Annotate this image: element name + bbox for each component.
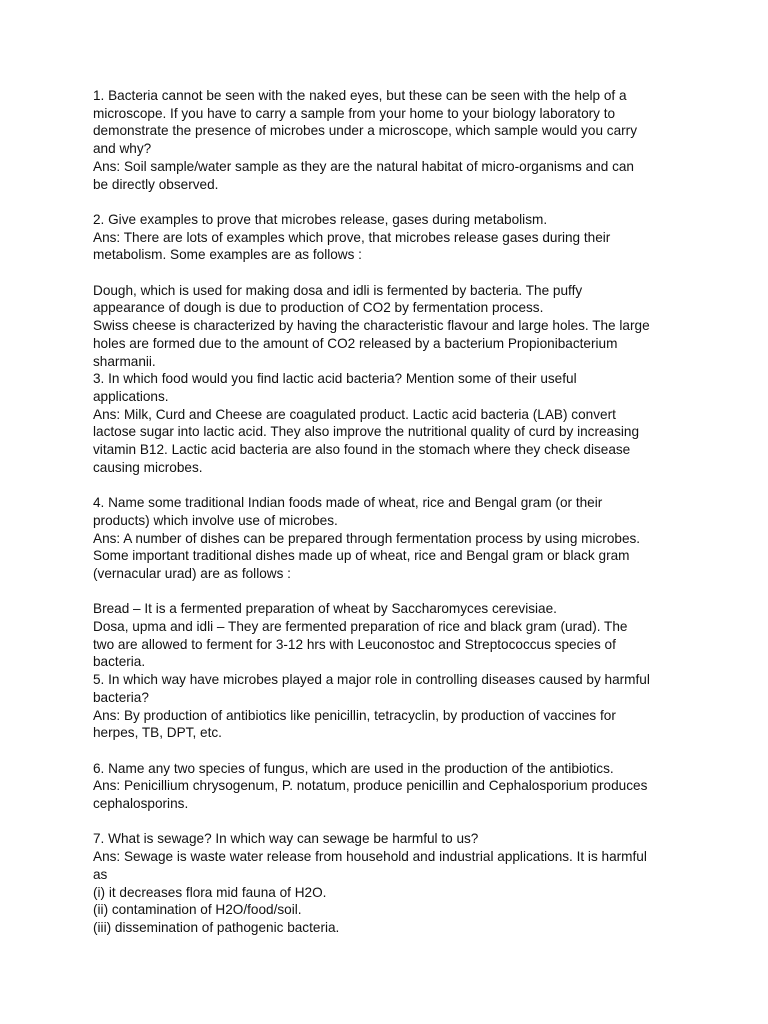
- text-line: Bread – It is a fermented preparation of wheat by Saccharomyces cerevisiae.: [93, 601, 557, 617]
- paragraph-gap: [93, 583, 683, 601]
- text-line: bacteria.: [93, 654, 146, 670]
- text-line: as: [93, 866, 108, 882]
- text-line: Ans: Soil sample/water sample as they are the natural habitat of micro-organisms and can: [93, 158, 634, 174]
- text-line: Ans: Sewage is waste water release from household and industrial applications. It is harmful: [93, 849, 647, 865]
- text-line: 6. Name any two species of fungus, which are used in the production of the antibiotics.: [93, 760, 614, 776]
- text-line: 4. Name some traditional Indian foods made of wheat, rice and Bengal gram (or their: [93, 495, 603, 511]
- text-line: Ans: A number of dishes can be prepared through fermentation process by using microbes.: [93, 530, 641, 546]
- text-line: Some important traditional dishes made up of wheat, rice and Bengal gram or black gram: [93, 548, 630, 564]
- text-line: metabolism. Some examples are as follows :: [93, 247, 362, 263]
- text-line: 3. In which food would you find lactic acid bacteria? Mention some of their useful: [93, 371, 577, 387]
- text-line: microscope. If you have to carry a sample from your home to your biology laboratory to: [93, 105, 616, 121]
- document-page: [93, 87, 683, 937]
- text-line: Swiss cheese is characterized by having the characteristic flavour and large holes. The large: [93, 318, 650, 334]
- text-line: Ans: By production of antibiotics like penicillin, tetracyclin, by production of vaccines for: [93, 707, 616, 723]
- text-line: appearance of dough is due to production of CO2 by fermentation process.: [93, 300, 544, 316]
- document-body: [93, 87, 683, 937]
- paragraph-gap: [93, 476, 683, 494]
- text-line: (ii) contamination of H2O/food/soil.: [93, 902, 302, 918]
- text-line: lactose sugar into lactic acid. They also improve the nutritional quality of curd by increasing: [93, 424, 640, 440]
- text-line: (vernacular urad) are as follows :: [93, 565, 291, 581]
- text-line: and why?: [93, 141, 152, 157]
- text-line: vitamin B12. Lactic acid bacteria are also found in the stomach where they check disease: [93, 442, 631, 458]
- paragraph-gap: [93, 193, 683, 211]
- text-line: bacteria?: [93, 689, 149, 705]
- paragraph-gap: [93, 742, 683, 760]
- text-line: Dosa, upma and idli – They are fermented preparation of rice and black gram (urad). The: [93, 619, 628, 635]
- text-line: holes are formed due to the amount of CO2 released by a bacterium Propionibacterium: [93, 335, 618, 351]
- text-line: products) which involve use of microbes.: [93, 512, 338, 528]
- text-line: Dough, which is used for making dosa and idli is fermented by bacteria. The puffy: [93, 282, 583, 298]
- text-line: causing microbes.: [93, 459, 203, 475]
- text-line: 7. What is sewage? In which way can sewage be harmful to us?: [93, 831, 479, 847]
- text-line: 5. In which way have microbes played a major role in controlling diseases caused by harmful: [93, 672, 650, 688]
- text-line: 2. Give examples to prove that microbes release, gases during metabolism.: [93, 211, 548, 227]
- text-line: two are allowed to ferment for 3-12 hrs with Leuconostoc and Streptococcus species of: [93, 636, 616, 652]
- text-line: Ans: Milk, Curd and Cheese are coagulated product. Lactic acid bacteria (LAB) convert: [93, 406, 616, 422]
- text-line: Ans: There are lots of examples which prove, that microbes release gases during their: [93, 229, 611, 245]
- text-line: applications.: [93, 388, 169, 404]
- text-line: (i) it decreases flora mid fauna of H2O.: [93, 884, 327, 900]
- text-line: be directly observed.: [93, 176, 219, 192]
- text-line: Ans: Penicillium chrysogenum, P. notatum, produce penicillin and Cephalosporium produces: [93, 778, 648, 794]
- paragraph-gap: [93, 813, 683, 831]
- text-line: herpes, TB, DPT, etc.: [93, 725, 222, 741]
- text-line: cephalosporins.: [93, 796, 189, 812]
- text-line: (iii) dissemination of pathogenic bacteria.: [93, 919, 340, 935]
- text-line: demonstrate the presence of microbes under a microscope, which sample would you carry: [93, 123, 638, 139]
- text-line: 1. Bacteria cannot be seen with the naked eyes, but these can be seen with the help of a: [93, 88, 627, 103]
- paragraph-gap: [93, 264, 683, 282]
- text-line: sharmanii.: [93, 353, 156, 369]
